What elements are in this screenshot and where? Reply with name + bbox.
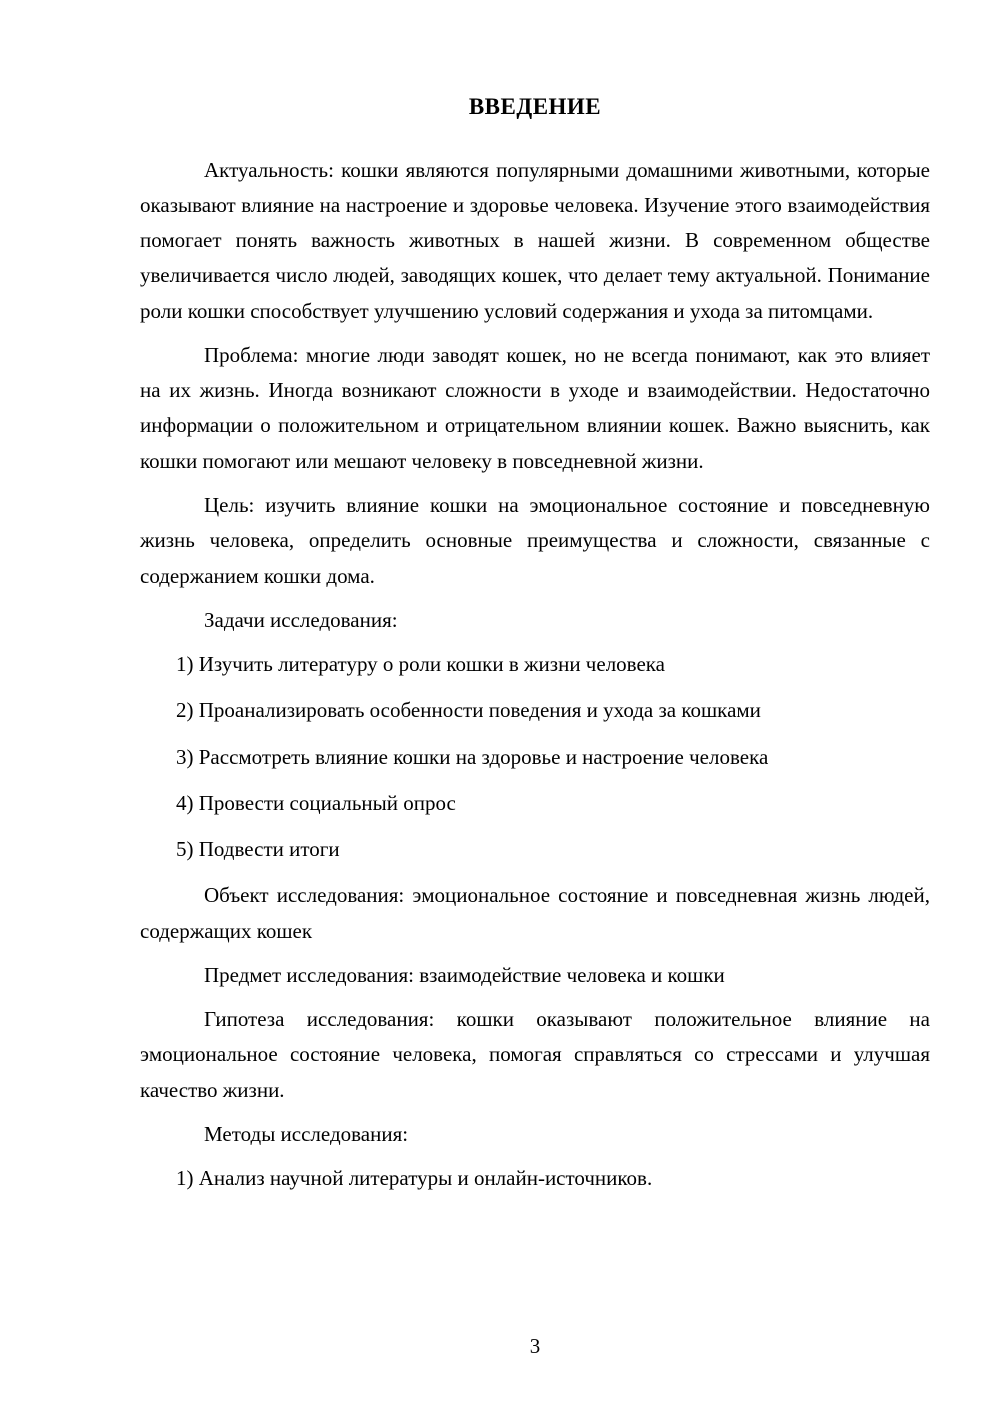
page-number: 3 bbox=[529, 1333, 541, 1358]
paragraph-aktualnost: Актуальность: кошки являются популярными домашними животными, которые оказывают влияние на настроение и здоровье человека. Изучение этого взаимодействия помогает понять важность животных в нашей жизни. В современном обществе увеличивается число людей, заводящих кошек, что делает тему актуальной. Понимание роли кошки способствует улучшению условий содержания и ухода за питомцами. bbox=[140, 157, 930, 323]
methods-heading: Методы исследования: bbox=[204, 1122, 409, 1146]
paragraph-obekt: Объект исследования: эмоциональное состояние и повседневная жизнь людей, содержащих кошек bbox=[140, 883, 930, 943]
task-item-2: 2) Проанализировать особенности поведения и ухода за кошками bbox=[176, 698, 761, 723]
tasks-heading: Задачи исследования: bbox=[204, 607, 398, 632]
task-item-4: 4) Провести социальный опрос bbox=[176, 790, 456, 815]
task-item-1: 1) Изучить литературу о роли кошки в жизни человека bbox=[176, 652, 665, 677]
paragraph-predmet: Предмет исследования: взаимодействие человека и кошки bbox=[204, 962, 725, 987]
paragraph-problema: Проблема: многие люди заводят кошек, но не всегда понимают, как это влияет на их жизнь. Иногда возникают сложности в уходе и взаимодействии. Недостаточно информации о положительном и отрицательном влиянии кошек. Важно выяснить, как кошки помогают или мешают человеку в повседневной жизни. bbox=[140, 342, 930, 473]
task-item-5: 5) Подвести итоги bbox=[176, 837, 340, 862]
paragraph-gipoteza: Гипотеза исследования: кошки оказывают положительное влияние на эмоциональное состояние человека, помогая справляться со стрессами и улучшая качество жизни. bbox=[140, 1007, 930, 1102]
method-item-1: 1) Анализ научной литературы и онлайн-источников. bbox=[176, 1166, 653, 1191]
methods-list bbox=[140, 1161, 930, 1196]
tasks-list bbox=[140, 647, 930, 867]
page-title: ВВЕДЕНИЕ bbox=[468, 94, 602, 119]
task-item-3: 3) Рассмотреть влияние кошки на здоровье и настроение человека bbox=[176, 744, 769, 769]
paragraph-tsel: Цель: изучить влияние кошки на эмоциональное состояние и повседневную жизнь человека, определить основные преимущества и сложности, связанные с содержанием кошки дома. bbox=[140, 493, 930, 588]
